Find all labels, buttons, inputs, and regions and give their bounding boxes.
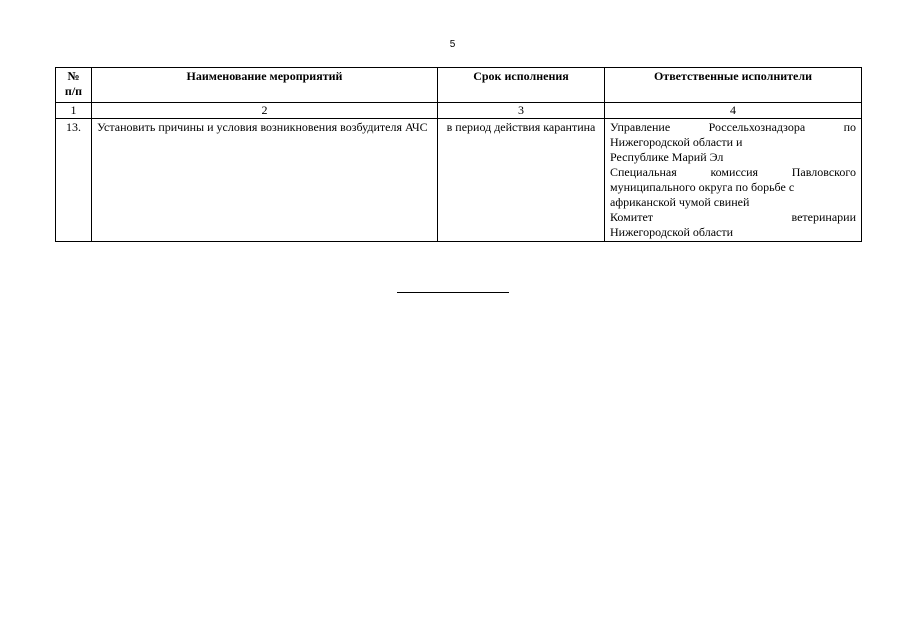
column-numbers-row: [56, 103, 862, 119]
responsible-line: Комитет ветеринарии: [610, 210, 856, 224]
header-responsible: Ответственные исполнители: [605, 68, 862, 103]
header-activity: Наименование мероприятий: [92, 68, 438, 103]
activities-table: [55, 67, 862, 242]
responsible-line: Управление Россельхознадзора по Нижегородской области и: [610, 120, 856, 149]
page-number: 5: [449, 39, 456, 50]
responsible-line: Нижегородской области: [610, 225, 734, 239]
responsible-line: Специальная комиссия Павловского муниципального округа по борьбе с: [610, 165, 856, 194]
row-number: 13.: [56, 119, 92, 242]
table-header-row: [56, 68, 862, 103]
column-number: 4: [605, 103, 862, 119]
end-divider: [397, 292, 509, 293]
column-number: 2: [92, 103, 438, 119]
row-responsible: [605, 119, 862, 242]
header-deadline: Срок исполнения: [438, 68, 605, 103]
column-number: 3: [438, 103, 605, 119]
column-number: 1: [56, 103, 92, 119]
row-deadline: в период действия карантина: [438, 119, 605, 242]
header-number: № п/п: [56, 68, 92, 103]
row-activity: Установить причины и условия возникновения возбудителя АЧС: [92, 119, 438, 242]
table-row: [56, 119, 862, 242]
responsible-line: африканской чумой свиней: [610, 195, 750, 209]
responsible-line: Республике Марий Эл: [610, 150, 724, 164]
